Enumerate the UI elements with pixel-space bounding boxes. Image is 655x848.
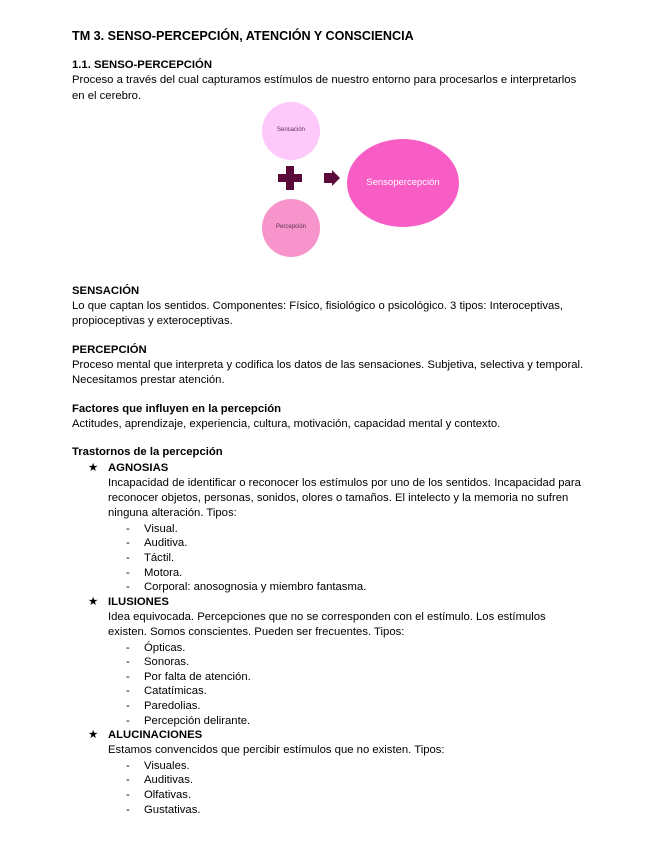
sensacion-text: Lo que captan los sentidos. Componentes: Físico, fisiológico o psicológico. 3 tipos: Interoceptivas, propioceptivas y exteroceptivas. bbox=[72, 300, 564, 328]
ellipse-label: Sensopercepción bbox=[366, 177, 440, 189]
circle-label: Percepción bbox=[275, 224, 307, 231]
list-item: - Auditivas. bbox=[126, 773, 587, 788]
section-text: Proceso a través del cual capturamos estímulos de nuestro entorno para procesarlos e interpretarlos en el cerebro. bbox=[72, 74, 577, 102]
section-heading: 1.1. SENSO-PERCEPCIÓN bbox=[72, 59, 212, 71]
disorder-item bbox=[72, 728, 587, 817]
document-title: TM 3. SENSO-PERCEPCIÓN, ATENCIÓN Y CONSCIENCIA bbox=[72, 29, 414, 43]
list-item: - Auditiva. bbox=[126, 536, 587, 551]
disorder-item bbox=[72, 461, 587, 595]
disorder-title: ALUCINACIONES bbox=[108, 729, 203, 742]
list-item: - Visuales. bbox=[126, 759, 587, 774]
list-item: - Sonoras. bbox=[126, 655, 587, 670]
list-item: - Paredolias. bbox=[126, 699, 587, 714]
star-bullet-icon: ★ bbox=[88, 729, 99, 742]
type-list bbox=[72, 522, 587, 595]
list-item: - Motora. bbox=[126, 566, 587, 581]
list-item: - Ópticas. bbox=[126, 641, 587, 656]
disorder-text: Idea equivocada. Percepciones que no se corresponden con el estímulo. Los estímulos existen. Somos conscientes. Pueden ser frecuentes. Tipos: bbox=[108, 611, 546, 639]
list-item: - Olfativas. bbox=[126, 788, 587, 803]
trastornos-heading: Trastornos de la percepción bbox=[72, 446, 223, 459]
disorder-title: ILUSIONES bbox=[108, 595, 169, 608]
star-bullet-icon: ★ bbox=[88, 461, 99, 474]
type-list bbox=[72, 641, 587, 729]
factores-text: Actitudes, aprendizaje, experiencia, cultura, motivación, capacidad mental y contexto. bbox=[72, 417, 501, 430]
type-list bbox=[72, 759, 587, 817]
sensacion-circle bbox=[262, 102, 320, 160]
disorder-text: Estamos convencidos que percibir estímulos que no existen. Tipos: bbox=[108, 744, 445, 757]
plus-icon bbox=[278, 166, 302, 190]
list-item: - Corporal: anosognosia y miembro fantasma. bbox=[126, 580, 587, 595]
sensacion-heading: SENSACIÓN bbox=[72, 284, 140, 297]
percepcion-circle bbox=[262, 199, 320, 257]
list-item: - Visual. bbox=[126, 522, 587, 537]
percepcion-text: Proceso mental que interpreta y codifica los datos de las sensaciones. Subjetiva, selectiva y temporal. Necesitamos prestar atención. bbox=[72, 359, 584, 387]
list-item: - Por falta de atención. bbox=[126, 670, 587, 685]
list-item: - Catatímicas. bbox=[126, 684, 587, 699]
arrow-right-icon bbox=[324, 170, 340, 186]
document-page bbox=[72, 28, 587, 817]
disorder-text: Incapacidad de identificar o reconocer los estímulos por uno de los sentidos. Incapacidad para reconocer objetos, personas, sonidos, olores o tamaños. El intelecto y la memoria no sufren ninguna alteración. Tipos: bbox=[108, 476, 581, 520]
factores-heading: Factores que influyen en la percepción bbox=[72, 402, 282, 415]
disorder-item bbox=[72, 595, 587, 728]
list-item: - Táctil. bbox=[126, 551, 587, 566]
list-item: - Percepción delirante. bbox=[126, 714, 587, 729]
sensoperception-diagram bbox=[72, 104, 587, 284]
circle-label: Sensación bbox=[276, 127, 306, 134]
disorder-title: AGNOSIAS bbox=[108, 461, 169, 474]
list-item: - Gustativas. bbox=[126, 803, 587, 818]
star-bullet-icon: ★ bbox=[88, 595, 99, 608]
percepcion-heading: PERCEPCIÓN bbox=[72, 343, 147, 356]
sensopercepcion-ellipse bbox=[347, 139, 459, 227]
